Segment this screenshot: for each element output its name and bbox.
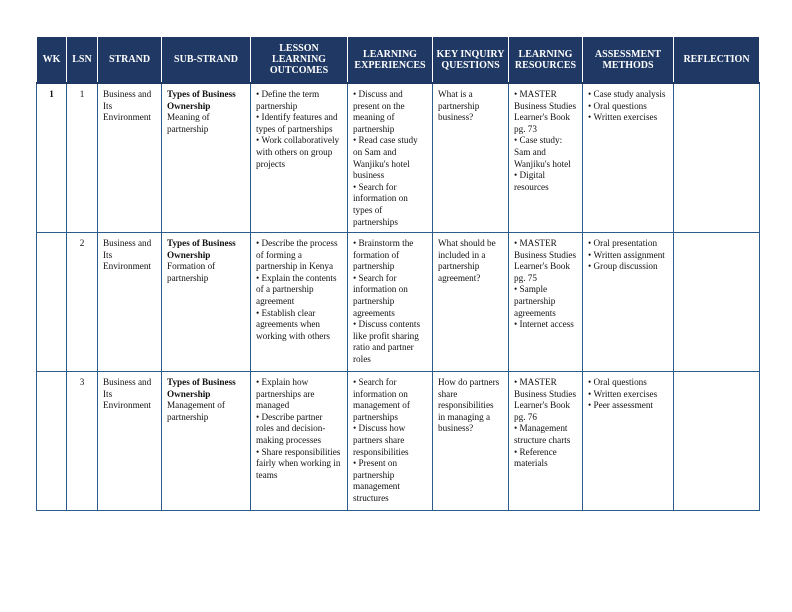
header-outcomes: LESSON LEARNING OUTCOMES xyxy=(251,37,348,84)
list-item: • Peer assessment xyxy=(588,400,668,412)
cell-experiences xyxy=(348,233,433,372)
cell-wk: 1 xyxy=(37,83,67,233)
sub-strand-desc: Meaning of partnership xyxy=(167,112,210,134)
list-item: • Reference materials xyxy=(514,447,577,470)
table-row xyxy=(37,83,760,233)
list-item: • Search for information on management of partnerships xyxy=(353,377,427,423)
cell-strand: Business and Its Environment xyxy=(98,233,162,372)
list-item: • Define the term partnership xyxy=(256,89,342,112)
table-row xyxy=(37,233,760,372)
cell-resources xyxy=(509,372,583,511)
header-reflection: REFLECTION xyxy=(674,37,760,84)
cell-strand: Business and Its Environment xyxy=(98,83,162,233)
list-item: • Explain the contents of a partnership agreement xyxy=(256,273,342,308)
list-item: • Explain how partnerships are managed xyxy=(256,377,342,412)
list-item: • Oral presentation xyxy=(588,238,668,250)
cell-outcomes xyxy=(251,233,348,372)
cell-sub-strand xyxy=(162,372,251,511)
list-item: • MASTER Business Studies Learner's Book pg. 73 xyxy=(514,89,577,135)
list-item: • Digital resources xyxy=(514,170,577,193)
list-item: • Search for information on types of partnerships xyxy=(353,182,427,228)
header-strand: STRAND xyxy=(98,37,162,84)
cell-question: What should be included in a partnership agreement? xyxy=(433,233,509,372)
list-item: • Oral questions xyxy=(588,377,668,389)
header-assessment: ASSESSMENT METHODS xyxy=(583,37,674,84)
table-row xyxy=(37,372,760,511)
scheme-of-work-table xyxy=(36,36,760,511)
list-item: • Brainstorm the formation of partnership xyxy=(353,238,427,273)
cell-strand: Business and Its Environment xyxy=(98,372,162,511)
cell-wk xyxy=(37,372,67,511)
list-item: • Read case study on Sam and Wanjiku's hotel business xyxy=(353,135,427,181)
list-item: • MASTER Business Studies Learner's Book pg. 76 xyxy=(514,377,577,423)
cell-question: What is a partnership business? xyxy=(433,83,509,233)
cell-experiences xyxy=(348,83,433,233)
list-item: • Group discussion xyxy=(588,261,668,273)
list-item: • Identify features and types of partnerships xyxy=(256,112,342,135)
sub-strand-title: Types of Business Ownership xyxy=(167,89,236,111)
list-item: • Written assignment xyxy=(588,250,668,262)
cell-outcomes xyxy=(251,372,348,511)
header-resources: LEARNING RESOURCES xyxy=(509,37,583,84)
header-row xyxy=(37,37,760,84)
list-item: • Describe partner roles and decision-making processes xyxy=(256,412,342,447)
cell-lsn: 2 xyxy=(67,233,98,372)
list-item: • Written exercises xyxy=(588,389,668,401)
cell-reflection[interactable] xyxy=(674,233,760,372)
header-questions: KEY INQUIRY QUESTIONS xyxy=(433,37,509,84)
cell-outcomes xyxy=(251,83,348,233)
cell-lsn: 1 xyxy=(67,83,98,233)
header-wk: WK xyxy=(37,37,67,84)
cell-resources xyxy=(509,83,583,233)
list-item: • MASTER Business Studies Learner's Book pg. 75 xyxy=(514,238,577,284)
list-item: • Present on partnership management structures xyxy=(353,458,427,504)
cell-question: How do partners share responsibilities in managing a business? xyxy=(433,372,509,511)
sub-strand-title: Types of Business Ownership xyxy=(167,238,236,260)
cell-assessment xyxy=(583,372,674,511)
list-item: • Internet access xyxy=(514,319,577,331)
sub-strand-desc: Formation of partnership xyxy=(167,261,216,283)
cell-resources xyxy=(509,233,583,372)
list-item: • Share responsibilities fairly when working in teams xyxy=(256,447,342,482)
header-sub-strand: SUB-STRAND xyxy=(162,37,251,84)
cell-lsn: 3 xyxy=(67,372,98,511)
list-item: • Search for information on partnership agreements xyxy=(353,273,427,319)
list-item: • Sample partnership agreements xyxy=(514,284,577,319)
header-experiences: LEARNING EXPERIENCES xyxy=(348,37,433,84)
list-item: • Establish clear agreements when working with others xyxy=(256,308,342,343)
header-lsn: LSN xyxy=(67,37,98,84)
cell-reflection[interactable] xyxy=(674,83,760,233)
list-item: • Work collaboratively with others on group projects xyxy=(256,135,342,170)
list-item: • Discuss how partners share responsibilities xyxy=(353,423,427,458)
cell-reflection[interactable] xyxy=(674,372,760,511)
sub-strand-desc: Management of partnership xyxy=(167,400,225,422)
cell-assessment xyxy=(583,83,674,233)
list-item: • Oral questions xyxy=(588,101,668,113)
list-item: • Discuss and present on the meaning of partnership xyxy=(353,89,427,135)
list-item: • Describe the process of forming a partnership in Kenya xyxy=(256,238,342,273)
cell-wk xyxy=(37,233,67,372)
list-item: • Discuss contents like profit sharing ratio and partner roles xyxy=(353,319,427,365)
list-item: • Case study: Sam and Wanjiku's hotel xyxy=(514,135,577,170)
cell-sub-strand xyxy=(162,83,251,233)
cell-sub-strand xyxy=(162,233,251,372)
cell-experiences xyxy=(348,372,433,511)
list-item: • Case study analysis xyxy=(588,89,668,101)
sub-strand-title: Types of Business Ownership xyxy=(167,377,236,399)
list-item: • Management structure charts xyxy=(514,423,577,446)
list-item: • Written exercises xyxy=(588,112,668,124)
cell-assessment xyxy=(583,233,674,372)
